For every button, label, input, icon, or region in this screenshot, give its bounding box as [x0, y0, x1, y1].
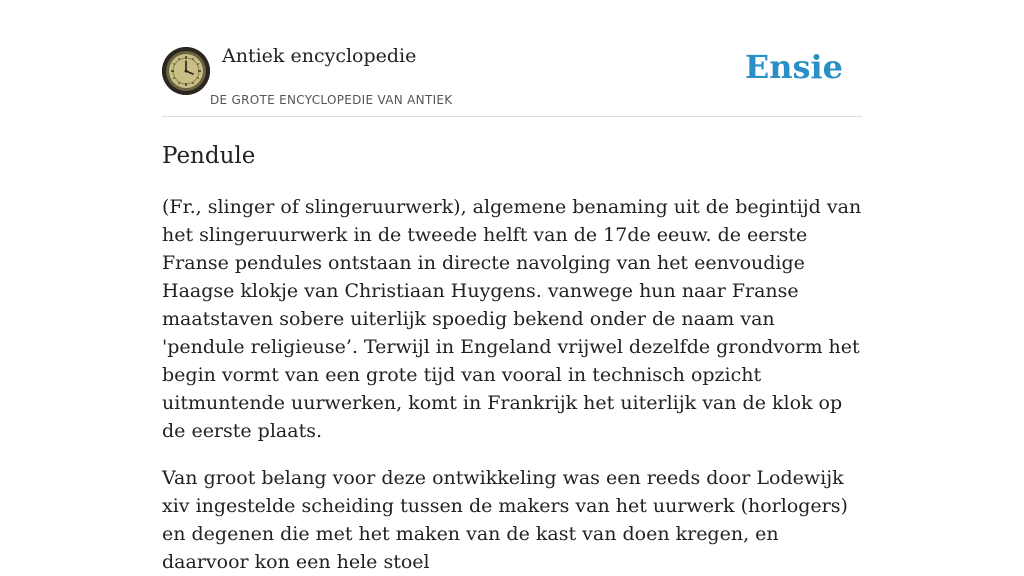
brand-logo-link[interactable]: Ensie [744, 48, 843, 86]
site-subtitle: DE GROTE ENCYCLOPEDIE VAN ANTIEK [210, 93, 453, 107]
article-title: Pendule [162, 143, 256, 169]
article-paragraph: Van groot belang voor deze ontwikkeling was een reeds door Lodewijk xiv ingestelde scheiding tussen de makers van het uurwerk (horlogers) en degenen die met het maken van de kast van doen kregen, en daarvoor kon een hele stoel [162, 467, 848, 573]
article [162, 141, 862, 576]
site-title[interactable]: Antiek encyclopedie [222, 45, 417, 67]
article-paragraph: (Fr., slinger of slingeruurwerk), algemene benaming uit de begintijd van het slingeruurwerk in de tweede helft van de 17de eeuw. de eerste Franse pendules ontstaan in directe navolging van het eenvoudige Haagse klokje van Christiaan Huygens. vanwege hun naar Franse maatstaven sobere uiterlijk spoedig bekend onder de naam van 'pendule religieuse’. Terwijl in Engeland vrijwel dezelfde grondvorm het begin vormt van een grote tijd van vooral in technisch opzicht uitmuntende uurwerken, komt in Frankrijk het uiterlijk van de klok op de eerste plaats. [162, 196, 862, 442]
clock-icon[interactable] [162, 47, 210, 95]
page [162, 0, 862, 576]
site-header [162, 0, 862, 117]
